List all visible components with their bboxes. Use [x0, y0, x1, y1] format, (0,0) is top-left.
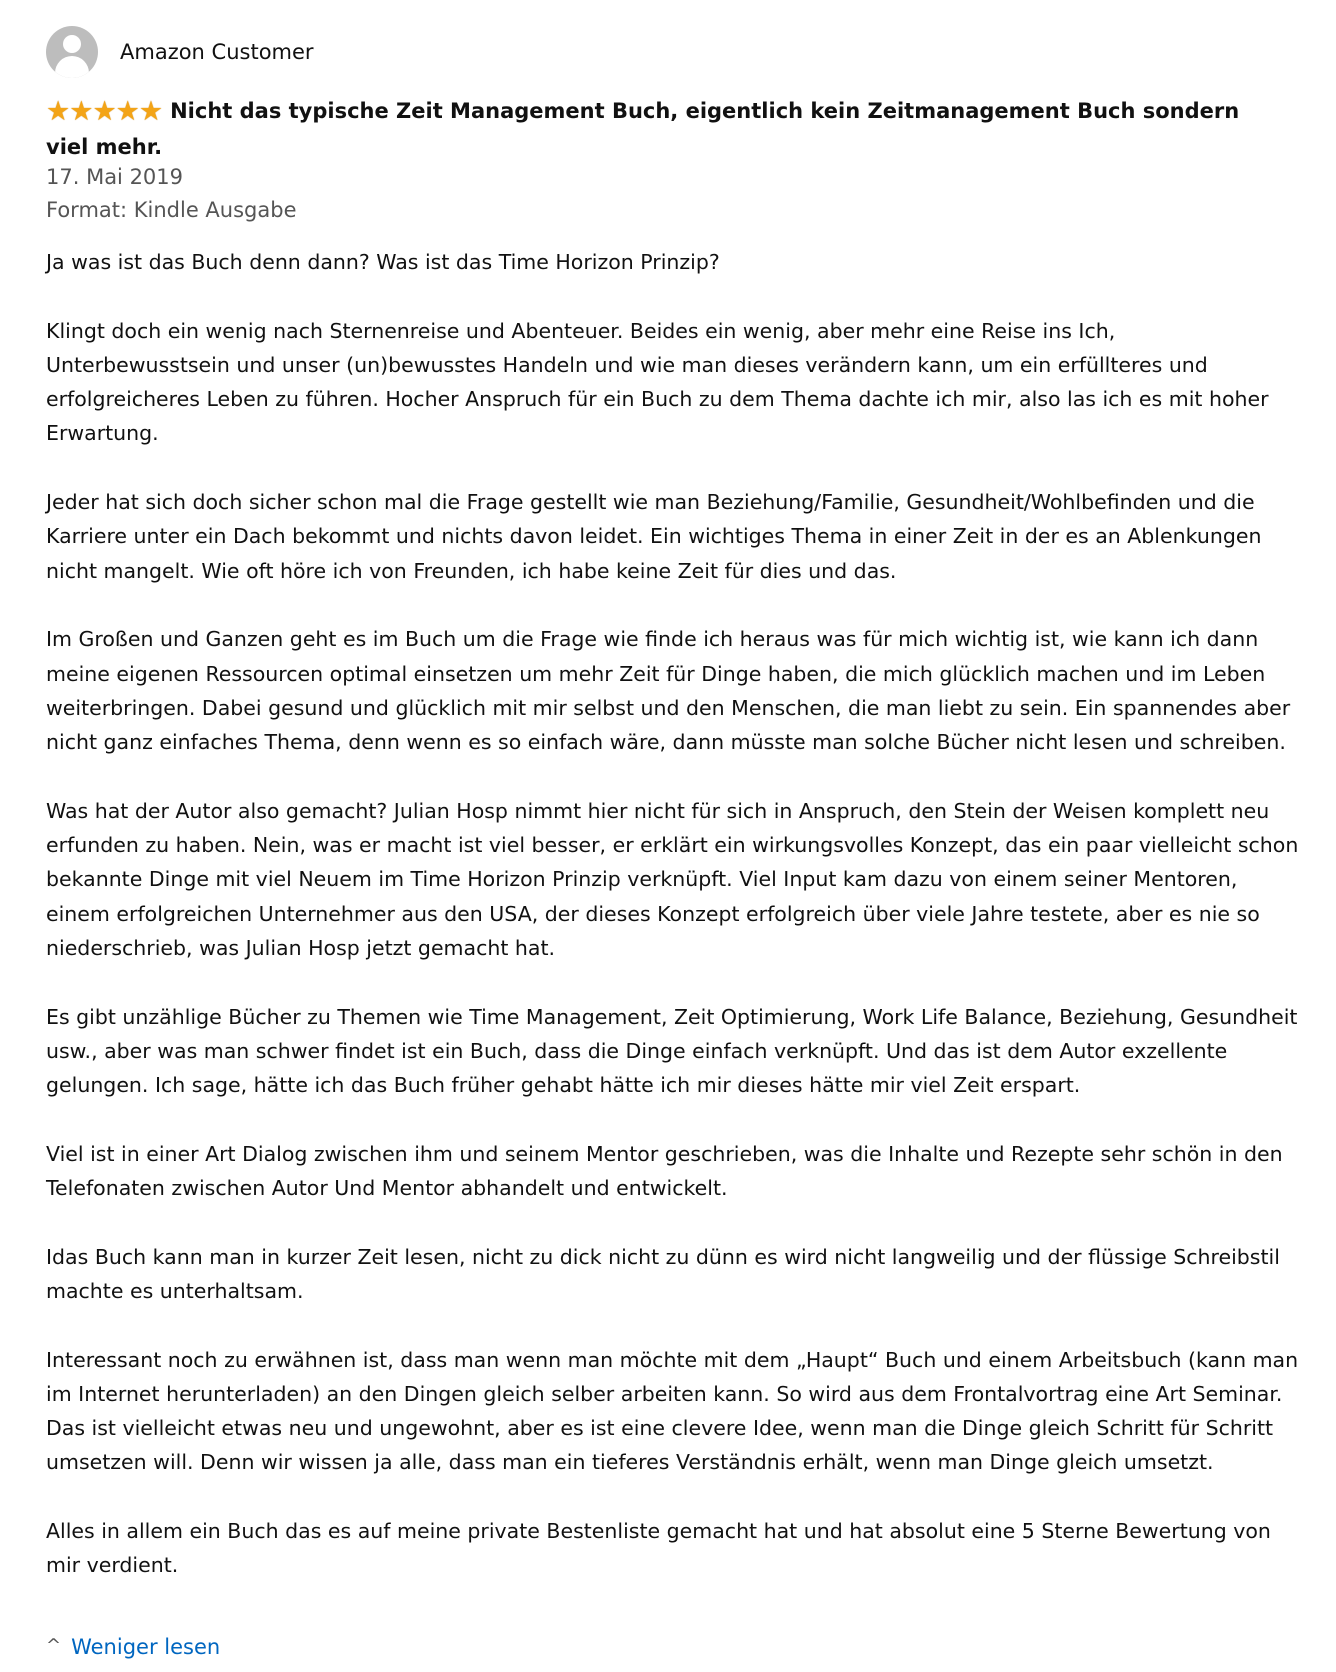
star-icon: ★ — [138, 96, 164, 127]
review-paragraph: Jeder hat sich doch sicher schon mal die Frage gestellt wie man Beziehung/Familie, Gesundheit/Wohlbefinden und die Karriere unter ein Dach bekommt und nichts davon leidet. Ein wichtiges Thema in einer Zeit in der es an Ablenkungen nicht mangelt. Wie oft höre ich von Freunden, ich habe keine Zeit für dies und das. — [46, 490, 1262, 583]
avatar-head-shape — [63, 35, 81, 53]
review-paragraph: Ja was ist das Buch denn dann? Was ist das Time Horizon Prinzip? — [46, 250, 720, 274]
review-paragraph: Alles in allem ein Buch das es auf meine private Bestenliste gemacht hat und hat absolut eine 5 Sterne Bewertung von mir verdient. — [46, 1518, 1271, 1578]
review-paragraph: Es gibt unzählige Bücher zu Themen wie Time Management, Zeit Optimierung, Work Life Balance, Beziehung, Gesundheit usw., aber was man schwer findet ist ein Buch, dass die Dinge einfach verknüpft. Und das ist dem Autor exzellente gelungen. Ich sage, hätte ich das Buch früher gehabt hätte ich mir dieses hätte mir viel Zeit erspart. — [46, 1004, 1298, 1098]
chevron-up-icon: ^ — [46, 1634, 62, 1656]
review-title[interactable]: Nicht das typische Zeit Management Buch, eigentlich kein Zeitmanagement Buch sondern viel mehr. — [46, 99, 1240, 159]
review-paragraph: Idas Buch kann man in kurzer Zeit lesen, nicht zu dick nicht zu dünn es wird nicht langweilig und der flüssige Schreibstil machte es unterhaltsam. — [46, 1244, 1280, 1303]
review-paragraph: Im Großen und Ganzen geht es im Buch um die Frage wie finde ich heraus was für mich wichtig ist, wie kann ich dann meine eigenen Ressourcen optimal einsetzen um mehr Zeit für Dinge haben, die mich glücklich machen und im Leben weiterbringen. Dabei gesund und glücklich mit mir selbst und den Menschen, die man liebt zu sein. Ein spannendes aber nicht ganz einfaches Thema, denn wenn es so einfach wäre, dann müsste man solche Bücher nicht lesen und schreiben. — [46, 627, 1291, 755]
read-less-link[interactable] — [46, 1635, 220, 1659]
star-icon: ★ — [46, 96, 71, 127]
reviewer-name[interactable]: Amazon Customer — [120, 40, 314, 64]
review-format[interactable]: Format: Kindle Ausgabe — [46, 198, 297, 222]
review-paragraph: Interessant noch zu erwähnen ist, dass man wenn man möchte mit dem „Haupt“ Buch und einem Arbeitsbuch (kann man im Internet herunterladen) an den Dingen gleich selber arbeiten kann. So wird aus dem Frontalvortrag eine Art Seminar. Das ist vielleicht etwas neu und ungewohnt, aber es ist eine clevere Idee, wenn man die Dinge gleich Schritt für Schritt umsetzen will. Denn wir wissen ja alle, dass man ein tieferes Verständnis erhält, wenn man Dinge gleich umsetzt. — [46, 1347, 1299, 1475]
review-paragraph: Viel ist in einer Art Dialog zwischen ihm und seinem Mentor geschrieben, was die Inhalte und Rezepte sehr schön in den Telefonaten zwischen Autor Und Mentor abhandelt und entwickelt. — [46, 1141, 1283, 1201]
user-silhouette-icon[interactable] — [46, 26, 98, 78]
read-less-label[interactable]: Weniger lesen — [71, 1635, 221, 1659]
review-date: 17. Mai 2019 — [46, 165, 184, 189]
star-icon: ★ — [69, 96, 94, 127]
star-icon: ★ — [115, 96, 140, 127]
star-rating[interactable] — [46, 96, 162, 130]
avatar-shoulders-shape — [55, 56, 89, 78]
review-paragraph: Klingt doch ein wenig nach Sternenreise und Abenteuer. Beides ein wenig, aber mehr eine Reise ins Ich, Unterbewusstsein und unser (un)bewusstes Handeln und wie man dieses verändern kann, um ein erfüllteres und erfolgreicheres Leben zu führen. Hocher Anspruch für ein Buch zu dem Thema dachte ich mir, also las ich es mit hoher Erwartung. — [46, 318, 1269, 446]
reviewer-profile[interactable] — [46, 26, 314, 78]
review-body — [46, 245, 1304, 1583]
star-icon: ★ — [92, 96, 117, 127]
review-paragraph: Was hat der Autor also gemacht? Julian Hosp nimmt hier nicht für sich in Anspruch, den Stein der Weisen komplett neu erfunden zu haben. Nein, was er macht ist viel besser, er erklärt ein wirkungsvolles Konzept, das ein paar vielleicht schon bekannte Dinge mit viel Neuem im Time Horizon Prinzip verknüpft. Viel Input kam dazu von einem seiner Mentoren, einem erfolgreichen Unternehmer aus den USA, der dieses Konzept erfolgreich über viele Jahre testete, aber es nie so niederschrieb, was Julian Hosp jetzt gemacht hat. — [46, 798, 1299, 960]
review-title-row — [46, 94, 1286, 164]
